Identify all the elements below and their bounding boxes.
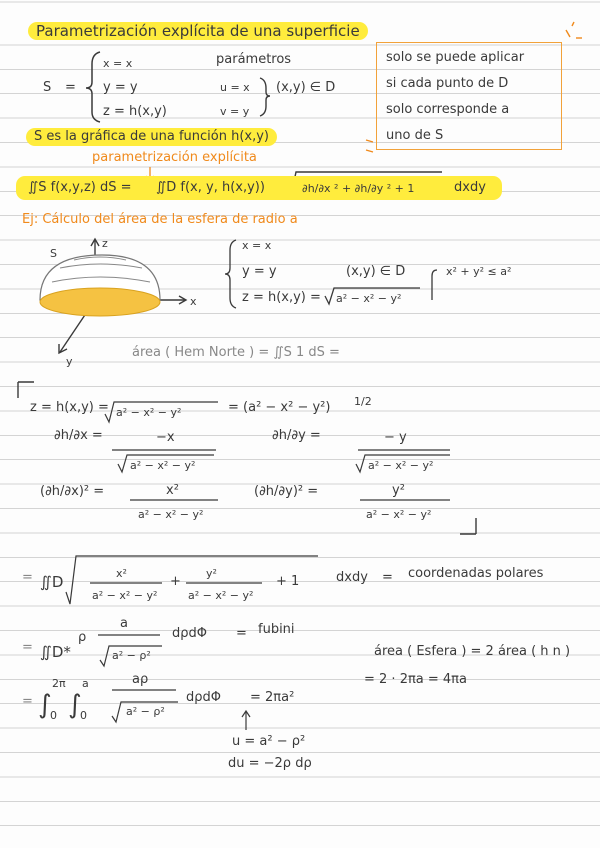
integral3-upper-2pi: 2π xyxy=(52,677,66,690)
hy-numerator: − y xyxy=(384,430,407,445)
h-radicand: a² − x² − y² xyxy=(116,406,182,419)
substitution-u: u = a² − ρ² xyxy=(232,734,306,749)
integral1-term1-den: a² − x² − y² xyxy=(92,589,158,602)
integral3-outer-sign: ∫ xyxy=(38,690,52,720)
integral3-upper-a: a xyxy=(82,677,89,690)
small-brace-icon xyxy=(432,270,437,300)
left-brace-icon-2 xyxy=(225,240,236,308)
sphere-z-eq: z = h(x,y) = xyxy=(242,290,321,305)
note-line-3: solo corresponde a xyxy=(386,102,510,117)
formula-lhs: ∬S f(x,y,z) dS = xyxy=(28,180,132,195)
v-equation: v = y xyxy=(220,105,250,118)
axis-y-label: y xyxy=(66,355,73,368)
integral2-rho: ρ xyxy=(78,630,87,645)
h-exponent: 1/2 xyxy=(354,395,372,408)
y-equation: y = y xyxy=(103,80,138,95)
disk-condition: x² + y² ≤ a² xyxy=(446,265,512,278)
hx-label: ∂h/∂x = xyxy=(54,428,103,443)
sphere-x-eq: x = x xyxy=(242,239,272,252)
u-equation: u = x xyxy=(220,81,250,94)
formula-rhs: ∬D f(x, y, h(x,y)) xyxy=(156,180,265,195)
fubini-note: fubini xyxy=(258,622,295,637)
integral1-equals: = xyxy=(22,570,33,585)
integral1-equals-2: = xyxy=(382,570,393,585)
integral1-term2-den: a² − x² − y² xyxy=(188,589,254,602)
domain-label: (x,y) ∈ D xyxy=(276,80,336,95)
sparkle-icon-mid xyxy=(366,140,373,152)
sparkle-icon-top xyxy=(566,22,582,38)
hy2-label: (∂h/∂y)² = xyxy=(254,484,319,499)
hx-numerator: −x xyxy=(156,430,175,445)
integral3-differentials: dρdΦ xyxy=(186,690,221,705)
hx2-numerator: x² xyxy=(166,483,179,498)
hemisphere-sketch xyxy=(40,255,160,316)
integral2-equals: = xyxy=(22,640,33,655)
corner-bracket-top xyxy=(18,382,34,398)
sketch-S-label: S xyxy=(50,247,57,260)
integral2-equals-2: = xyxy=(236,626,247,641)
z-equation: z = h(x,y) xyxy=(103,104,167,119)
integral2-numerator: a xyxy=(120,616,128,631)
hy2-denominator: a² − x² − y² xyxy=(366,508,432,521)
graph-statement: S es la gráfica de una función h(x,y) xyxy=(26,128,277,146)
h-definition: z = h(x,y) = xyxy=(30,400,109,415)
integral2-differentials: dρdΦ xyxy=(172,626,207,641)
note-line-1: solo se puede aplicar xyxy=(386,50,525,65)
sphere-area-line2: = 2 · 2πa = 4πa xyxy=(364,672,467,687)
polar-coordinates-note: coordenadas polares xyxy=(408,566,544,581)
surface-S: S xyxy=(43,80,52,95)
substitution-du: du = −2ρ dρ xyxy=(228,756,312,771)
integral1-term2-num: y² xyxy=(206,567,217,580)
params-label: parámetros xyxy=(216,52,292,67)
integral1-dxdy: dxdy xyxy=(336,570,368,585)
note-line-2: si cada punto de D xyxy=(386,76,509,91)
integral1-term1-num: x² xyxy=(116,567,127,580)
x-equation: x = x xyxy=(103,57,133,70)
sphere-area-line1: área ( Esfera ) = 2 área ( h n ) xyxy=(374,644,571,659)
axis-z-label: z xyxy=(102,237,108,250)
hy-denominator: a² − x² − y² xyxy=(368,459,434,472)
integral2-denominator: a² − ρ² xyxy=(112,649,151,662)
hy2-numerator: y² xyxy=(392,483,405,498)
sphere-domain: (x,y) ∈ D xyxy=(346,264,406,279)
corner-bracket-bottom xyxy=(460,518,476,534)
left-brace-icon xyxy=(86,52,100,122)
integral3-lower-0a: 0 xyxy=(50,709,57,722)
equals-sign: = xyxy=(65,80,76,95)
integral3-lower-0b: 0 xyxy=(80,709,87,722)
area-hemisphere-line: área ( Hem Norte ) = ∬S 1 dS = xyxy=(132,345,340,360)
page-title: Parametrización explícita de una superficie xyxy=(28,22,368,40)
integral3-inner-sign: ∫ xyxy=(68,690,82,720)
formula-tail: dxdy xyxy=(454,180,486,195)
integral2-sign: ∬D* xyxy=(40,643,71,661)
integral3-numerator: aρ xyxy=(132,672,149,687)
note-line-4: uno de S xyxy=(386,128,444,143)
example-title: Ej: Cálculo del área de la esfera de radio a xyxy=(22,212,298,227)
integral3-equals: = xyxy=(22,694,33,709)
integral1-sign: ∬D xyxy=(40,573,64,591)
hx2-label: (∂h/∂x)² = xyxy=(40,484,105,499)
h-power: = (a² − x² − y²) xyxy=(228,400,331,415)
integral1-plus: + xyxy=(170,574,181,589)
formula-radicand: ∂h/∂x ² + ∂h/∂y ² + 1 xyxy=(302,182,415,195)
hx2-denominator: a² − x² − y² xyxy=(138,508,204,521)
explicit-label: parametrización explícita xyxy=(92,150,257,165)
integral3-denominator: a² − ρ² xyxy=(126,705,165,718)
hx-denominator: a² − x² − y² xyxy=(130,459,196,472)
sphere-y-eq: y = y xyxy=(242,264,277,279)
sphere-z-radicand: a² − x² − y² xyxy=(336,292,402,305)
integral1-plus-one: + 1 xyxy=(276,574,300,589)
hy-label: ∂h/∂y = xyxy=(272,428,321,443)
integral3-result: = 2πa² xyxy=(250,690,295,705)
axis-x-label: x xyxy=(190,295,197,308)
right-brace-icon xyxy=(260,78,270,116)
